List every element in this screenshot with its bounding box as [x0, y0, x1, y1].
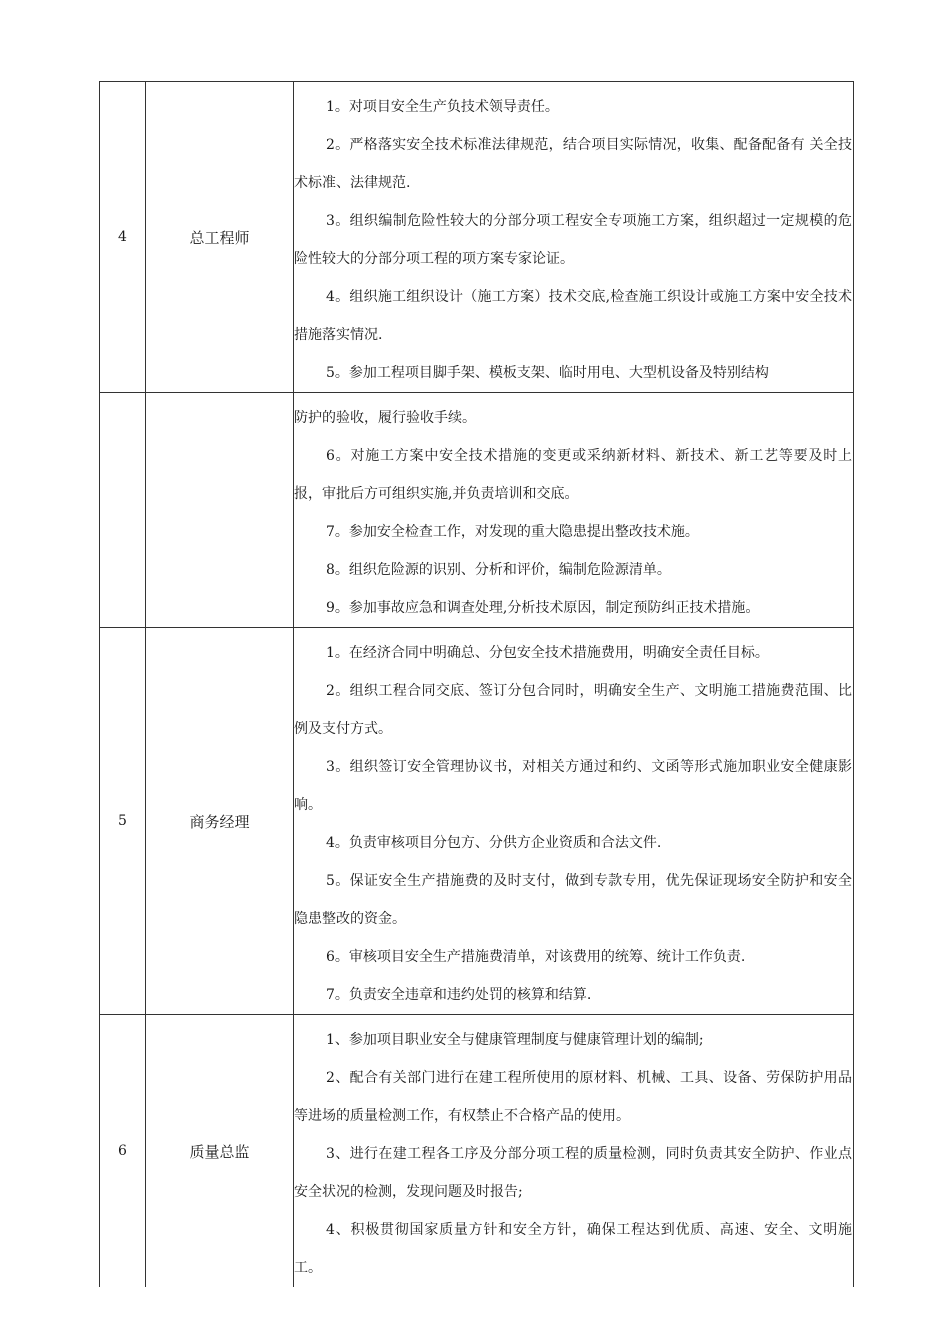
duty-item: 9。参加事故应急和调查处理,分析技术原因，制定预防纠正技术措施。 — [326, 600, 760, 616]
role-name: 商务经理 — [146, 628, 294, 1015]
duty-item: 4。组织施工组织设计（施工方案）技术交底,检查施工织设计或施工方案中安全技术措施落实情况. — [294, 289, 852, 343]
duties-cell — [294, 82, 854, 393]
duties-cell — [294, 393, 854, 628]
row-number: 6 — [100, 1015, 146, 1288]
duty-item: 1、参加项目职业安全与健康管理制度与健康管理计划的编制; — [326, 1032, 704, 1048]
duty-item: 6。审核项目安全生产措施费清单，对该费用的统筹、统计工作负责. — [326, 949, 746, 965]
duty-item: 4、积极贯彻国家质量方针和安全方针，确保工程达到优质、高速、安全、文明施工。 — [294, 1222, 852, 1276]
duty-item: 防护的验收，履行验收手续。 — [294, 410, 476, 426]
duty-item: 3、进行在建工程各工序及分部分项工程的质量检测，同时负责其安全防护、作业点安全状况的检测，发现问题及时报告; — [294, 1146, 852, 1200]
duties-cell — [294, 628, 854, 1015]
table-row — [100, 82, 854, 393]
duties-cell — [294, 1015, 854, 1288]
table-row — [100, 628, 854, 1015]
duty-item: 2。严格落实安全技术标准法律规范，结合项目实际情况，收集、配备配备有 关全技术标准、法律规范. — [294, 137, 852, 191]
duty-item: 8。组织危险源的识别、分析和评价，编制危险源清单。 — [326, 562, 671, 578]
table-row — [100, 1015, 854, 1288]
duty-item: 4。负责审核项目分包方、分供方企业资质和合法文件. — [326, 835, 662, 851]
duty-item: 7。参加安全检查工作，对发现的重大隐患提出整改技术施。 — [326, 524, 699, 540]
duty-item: 6。对施工方案中安全技术措施的变更或采纳新材料、新技术、新工艺等要及时上报，审批后方可组织实施,并负责培训和交底。 — [294, 448, 852, 502]
duty-item: 1。对项目安全生产负技术领导责任。 — [326, 99, 559, 115]
role-name: 总工程师 — [146, 82, 294, 393]
role-name — [146, 393, 294, 628]
row-number: 5 — [100, 628, 146, 1015]
table-row — [100, 393, 854, 628]
duty-item: 1。在经济合同中明确总、分包安全技术措施费用，明确安全责任目标。 — [326, 645, 769, 661]
duty-item: 3。组织签订安全管理协议书，对相关方通过和约、文函等形式施加职业安全健康影响。 — [294, 759, 852, 813]
duty-item: 2、配合有关部门进行在建工程所使用的原材料、机械、工具、设备、劳保防护用品等进场的质量检测工作，有权禁止不合格产品的使用。 — [294, 1070, 852, 1124]
role-name: 质量总监 — [146, 1015, 294, 1288]
duty-item: 7。负责安全违章和违约处罚的核算和结算. — [326, 987, 592, 1003]
duty-item: 3。组织编制危险性较大的分部分项工程安全专项施工方案，组织超过一定规模的危险性较大的分部分项工程的项方案专家论证。 — [294, 213, 852, 267]
duty-item: 5。参加工程项目脚手架、模板支架、临时用电、大型机设备及特别结构 — [326, 365, 769, 381]
row-number — [100, 393, 146, 628]
duty-item: 5。保证安全生产措施费的及时支付，做到专款专用，优先保证现场安全防护和安全隐患整改的资金。 — [294, 873, 852, 927]
row-number: 4 — [100, 82, 146, 393]
duty-item: 2。组织工程合同交底、签订分包合同时，明确安全生产、文明施工措施费范围、比例及支付方式。 — [294, 683, 852, 737]
responsibility-table — [99, 81, 854, 1287]
